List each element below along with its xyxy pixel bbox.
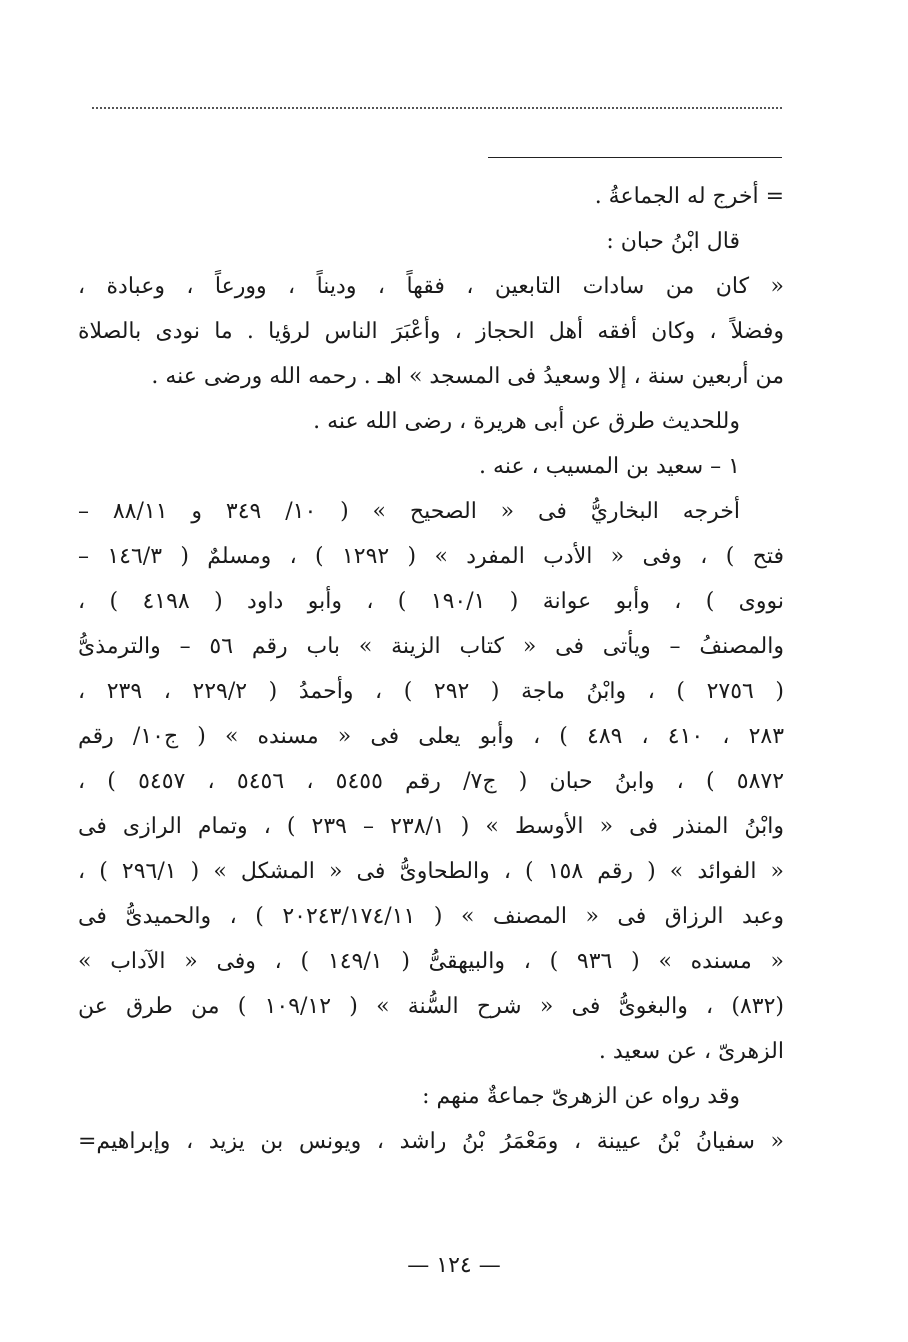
header-dotted-rule xyxy=(92,107,782,109)
text-line-quote-end: من أربعين سنة ، إلا وسعيدُ فى المسجد » اهـ . رحمه الله ورضى عنه . xyxy=(151,364,784,389)
text-line-takhrij-3: نووى ) ، وأبو عوانة ( ١٩٠/١ ) ، وأبو داود ( ٤١٩٨ ) ، xyxy=(78,589,785,614)
page-number: — ١٢٤ — xyxy=(407,1253,501,1278)
text-line-quote-start: « كان من سادات التابعين ، فقهاً ، وديناً ، وورعاً ، وعبادة ، xyxy=(78,274,784,299)
text-line-hadith-routes: وللحديث طرق عن أبى هريرة ، رضى الله عنه . xyxy=(313,409,740,434)
text-line-takhrij-4: والمصنفُ – ويأتى فى « كتاب الزينة » باب رقم ٥٦ – والترمذىُّ xyxy=(78,634,784,659)
text-line-takhrij-6: ٢٨٣ ، ٤١٠ ، ٤٨٩ ) ، وأبو يعلى فى « مسنده » ( ج١٠/ رقم xyxy=(78,724,785,749)
text-line-takhrij-7: ٥٨٧٢ ) ، وابنُ حبان ( ج٧/ رقم ٥٤٥٥ ، ٥٤٥٦ ، ٥٤٥٧ ) ، xyxy=(78,769,785,794)
text-line-takhrij-8: وابْنُ المنذر فى « الأوسط » ( ٢٣٨/١ – ٢٣٩ ) ، وتمام الرازى فى xyxy=(78,814,785,839)
text-line-quote-middle: وفضلاً ، وكان أفقه أهل الحجاز ، وأعْبَرَ الناس لرؤيا . ما نودى بالصلاة xyxy=(78,319,784,344)
text-line-takhrij-9: « الفوائد » ( رقم ١٥٨ ) ، والطحاوىُّ فى « المشكل » ( ٢٩٦/١ ) ، xyxy=(78,859,785,884)
footnote-separator-rule xyxy=(488,157,782,158)
text-line-takhrij-end: الزهرىّ ، عن سعيد . xyxy=(598,1039,784,1064)
text-line-route-one-heading: ١ – سعيد بن المسيب ، عنه . xyxy=(479,454,740,479)
text-line-takhrij-12: (٨٣٢) ، والبغوىُّ فى « شرح السُّنة » ( ١٠٩/١٢ ) من طرق عن xyxy=(78,994,784,1019)
text-line-narrators-heading: وقد رواه عن الزهرىّ جماعةٌ منهم : xyxy=(422,1084,740,1109)
text-line-narrators-list: « سفيانُ بْنُ عيينة ، ومَعْمَرُ بْنُ راشد ، ويونس بن يزيد ، وإبراهيم= xyxy=(78,1129,784,1154)
footnote-text-block xyxy=(78,174,784,1164)
text-line-takhrij-11: « مسنده » ( ٩٣٦ ) ، والبيهقىُّ ( ١٤٩/١ ) ، وفى « الآداب » xyxy=(78,949,784,974)
text-line-takhrij-1: أخرجه البخاريُّ فى « الصحيح » ( ١٠/ ٣٤٩ و ٨٨/١١ – xyxy=(78,499,740,524)
text-line-continuation: = أخرج له الجماعةُ . xyxy=(594,184,784,209)
text-line-takhrij-5: ( ٢٧٥٦ ) ، وابْنُ ماجة ( ٢٩٢ ) ، وأحمدُ ( ٢٢٩/٢ ، ٢٣٩ ، xyxy=(78,679,785,704)
text-line-takhrij-10: وعبد الرزاق فى « المصنف » ( ٢٠٢٤٣/١٧٤/١١ ) ، والحميدىُّ فى xyxy=(78,904,784,929)
text-line-ibn-hibban-heading: قال ابْنُ حبان : xyxy=(606,229,740,254)
text-line-takhrij-2: فتح ) ، وفى « الأدب المفرد » ( ١٢٩٢ ) ، ومسلمٌ ( ١٤٦/٣ – xyxy=(78,544,784,569)
